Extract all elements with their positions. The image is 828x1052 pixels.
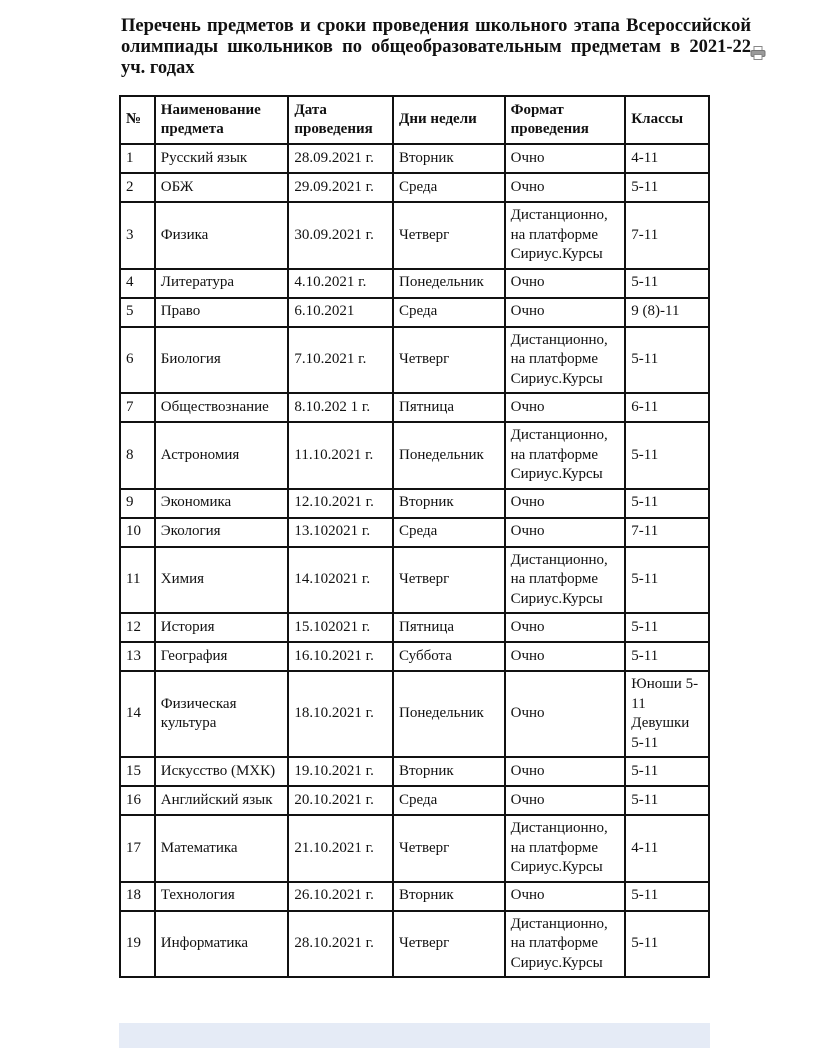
cell-weekday: Среда xyxy=(393,518,505,547)
cell-date: 30.09.2021 г. xyxy=(288,202,393,269)
cell-number: 10 xyxy=(120,518,155,547)
cell-grades: 5-11 xyxy=(625,327,709,394)
cell-subject: Физическая культура xyxy=(155,671,289,757)
cell-grades: 5-11 xyxy=(625,757,709,786)
cell-number: 17 xyxy=(120,815,155,882)
cell-date: 21.10.2021 г. xyxy=(288,815,393,882)
cell-weekday: Пятница xyxy=(393,393,505,422)
cell-grades: 5-11 xyxy=(625,786,709,815)
cell-format: Очно xyxy=(505,269,626,298)
cell-format: Дистанционно, на платформе Сириус.Курсы xyxy=(505,911,626,978)
cell-weekday: Вторник xyxy=(393,144,505,173)
table-row xyxy=(120,882,709,911)
cell-weekday: Вторник xyxy=(393,757,505,786)
table-row xyxy=(120,393,709,422)
table-row xyxy=(120,144,709,173)
cell-number: 14 xyxy=(120,671,155,757)
cell-number: 19 xyxy=(120,911,155,978)
cell-date: 12.10.2021 г. xyxy=(288,489,393,518)
cell-subject: Астрономия xyxy=(155,422,289,489)
cell-number: 8 xyxy=(120,422,155,489)
cell-grades: 7-11 xyxy=(625,202,709,269)
cell-number: 2 xyxy=(120,173,155,202)
cell-number: 6 xyxy=(120,327,155,394)
cell-format: Очно xyxy=(505,613,626,642)
cell-grades: 9 (8)-11 xyxy=(625,298,709,327)
cell-subject: ОБЖ xyxy=(155,173,289,202)
cell-subject: Физика xyxy=(155,202,289,269)
cell-subject: География xyxy=(155,642,289,671)
cell-format: Дистанционно, на платформе Сириус.Курсы xyxy=(505,547,626,614)
footer-band xyxy=(119,1023,710,1048)
cell-weekday: Четверг xyxy=(393,911,505,978)
cell-subject: Литература xyxy=(155,269,289,298)
cell-number: 5 xyxy=(120,298,155,327)
cell-date: 16.10.2021 г. xyxy=(288,642,393,671)
table-header-row xyxy=(120,96,709,144)
cell-date: 29.09.2021 г. xyxy=(288,173,393,202)
cell-weekday: Четверг xyxy=(393,547,505,614)
cell-weekday: Понедельник xyxy=(393,422,505,489)
cell-format: Очно xyxy=(505,518,626,547)
cell-subject: Технология xyxy=(155,882,289,911)
cell-subject: История xyxy=(155,613,289,642)
table-row xyxy=(120,911,709,978)
cell-date: 13.102021 г. xyxy=(288,518,393,547)
cell-weekday: Четверг xyxy=(393,327,505,394)
cell-number: 9 xyxy=(120,489,155,518)
cell-format: Очно xyxy=(505,757,626,786)
cell-date: 6.10.2021 xyxy=(288,298,393,327)
page-title: Перечень предметов и сроки проведения школьного этапа Всероссийской олимпиады школьников по общеобразовательным предметам в 2021-22 уч. годах xyxy=(121,16,751,78)
table-row xyxy=(120,202,709,269)
cell-subject: Русский язык xyxy=(155,144,289,173)
cell-grades: 5-11 xyxy=(625,547,709,614)
cell-date: 20.10.2021 г. xyxy=(288,786,393,815)
cell-number: 1 xyxy=(120,144,155,173)
cell-date: 28.09.2021 г. xyxy=(288,144,393,173)
cell-weekday: Четверг xyxy=(393,815,505,882)
table-row xyxy=(120,173,709,202)
cell-subject: Биология xyxy=(155,327,289,394)
table-row xyxy=(120,547,709,614)
cell-weekday: Пятница xyxy=(393,613,505,642)
cell-grades: 4-11 xyxy=(625,144,709,173)
cell-date: 15.102021 г. xyxy=(288,613,393,642)
cell-date: 4.10.2021 г. xyxy=(288,269,393,298)
cell-grades: 5-11 xyxy=(625,269,709,298)
cell-subject: Экономика xyxy=(155,489,289,518)
cell-date: 19.10.2021 г. xyxy=(288,757,393,786)
cell-weekday: Суббота xyxy=(393,642,505,671)
table-row xyxy=(120,671,709,757)
cell-grades: 5-11 xyxy=(625,642,709,671)
column-header-weekday: Дни недели xyxy=(393,96,505,144)
cell-grades: 6-11 xyxy=(625,393,709,422)
table-row xyxy=(120,815,709,882)
cell-weekday: Понедельник xyxy=(393,269,505,298)
printer-icon[interactable] xyxy=(750,46,766,60)
cell-grades: 5-11 xyxy=(625,911,709,978)
column-header-format: Формат проведения xyxy=(505,96,626,144)
cell-date: 26.10.2021 г. xyxy=(288,882,393,911)
column-header-date: Дата проведения xyxy=(288,96,393,144)
cell-grades: 5-11 xyxy=(625,613,709,642)
cell-format: Дистанционно, на платформе Сириус.Курсы xyxy=(505,202,626,269)
table-row xyxy=(120,489,709,518)
table-row xyxy=(120,613,709,642)
cell-date: 18.10.2021 г. xyxy=(288,671,393,757)
cell-format: Очно xyxy=(505,298,626,327)
cell-number: 12 xyxy=(120,613,155,642)
column-header-grades: Классы xyxy=(625,96,709,144)
olympiad-schedule-table xyxy=(119,95,710,978)
table-row xyxy=(120,518,709,547)
cell-date: 11.10.2021 г. xyxy=(288,422,393,489)
cell-subject: Искусство (МХК) xyxy=(155,757,289,786)
cell-date: 7.10.2021 г. xyxy=(288,327,393,394)
table-row xyxy=(120,298,709,327)
cell-subject: Химия xyxy=(155,547,289,614)
cell-date: 14.102021 г. xyxy=(288,547,393,614)
cell-format: Очно xyxy=(505,882,626,911)
cell-format: Дистанционно, на платформе Сириус.Курсы xyxy=(505,422,626,489)
table-row xyxy=(120,327,709,394)
cell-subject: Информатика xyxy=(155,911,289,978)
cell-grades: Юноши 5-11 Девушки 5-11 xyxy=(625,671,709,757)
cell-format: Очно xyxy=(505,642,626,671)
cell-grades: 4-11 xyxy=(625,815,709,882)
cell-number: 15 xyxy=(120,757,155,786)
cell-format: Очно xyxy=(505,173,626,202)
table-row xyxy=(120,269,709,298)
cell-format: Очно xyxy=(505,144,626,173)
cell-weekday: Среда xyxy=(393,298,505,327)
column-header-number: № xyxy=(120,96,155,144)
cell-date: 28.10.2021 г. xyxy=(288,911,393,978)
cell-number: 4 xyxy=(120,269,155,298)
cell-grades: 5-11 xyxy=(625,882,709,911)
cell-number: 16 xyxy=(120,786,155,815)
cell-number: 13 xyxy=(120,642,155,671)
cell-subject: Обществознание xyxy=(155,393,289,422)
cell-format: Очно xyxy=(505,671,626,757)
cell-format: Дистанционно, на платформе Сириус.Курсы xyxy=(505,815,626,882)
cell-grades: 5-11 xyxy=(625,489,709,518)
cell-grades: 5-11 xyxy=(625,173,709,202)
cell-weekday: Понедельник xyxy=(393,671,505,757)
cell-subject: Право xyxy=(155,298,289,327)
cell-number: 11 xyxy=(120,547,155,614)
cell-number: 7 xyxy=(120,393,155,422)
cell-weekday: Среда xyxy=(393,173,505,202)
table-row xyxy=(120,642,709,671)
cell-weekday: Четверг xyxy=(393,202,505,269)
cell-format: Очно xyxy=(505,489,626,518)
table-row xyxy=(120,786,709,815)
cell-subject: Математика xyxy=(155,815,289,882)
cell-format: Очно xyxy=(505,393,626,422)
cell-weekday: Среда xyxy=(393,786,505,815)
cell-weekday: Вторник xyxy=(393,882,505,911)
table-row xyxy=(120,422,709,489)
cell-format: Очно xyxy=(505,786,626,815)
cell-grades: 7-11 xyxy=(625,518,709,547)
cell-format: Дистанционно, на платформе Сириус.Курсы xyxy=(505,327,626,394)
cell-weekday: Вторник xyxy=(393,489,505,518)
cell-grades: 5-11 xyxy=(625,422,709,489)
cell-number: 18 xyxy=(120,882,155,911)
column-header-subject: Наименование предмета xyxy=(155,96,289,144)
cell-number: 3 xyxy=(120,202,155,269)
table-row xyxy=(120,757,709,786)
cell-subject: Английский язык xyxy=(155,786,289,815)
cell-date: 8.10.202 1 г. xyxy=(288,393,393,422)
cell-subject: Экология xyxy=(155,518,289,547)
